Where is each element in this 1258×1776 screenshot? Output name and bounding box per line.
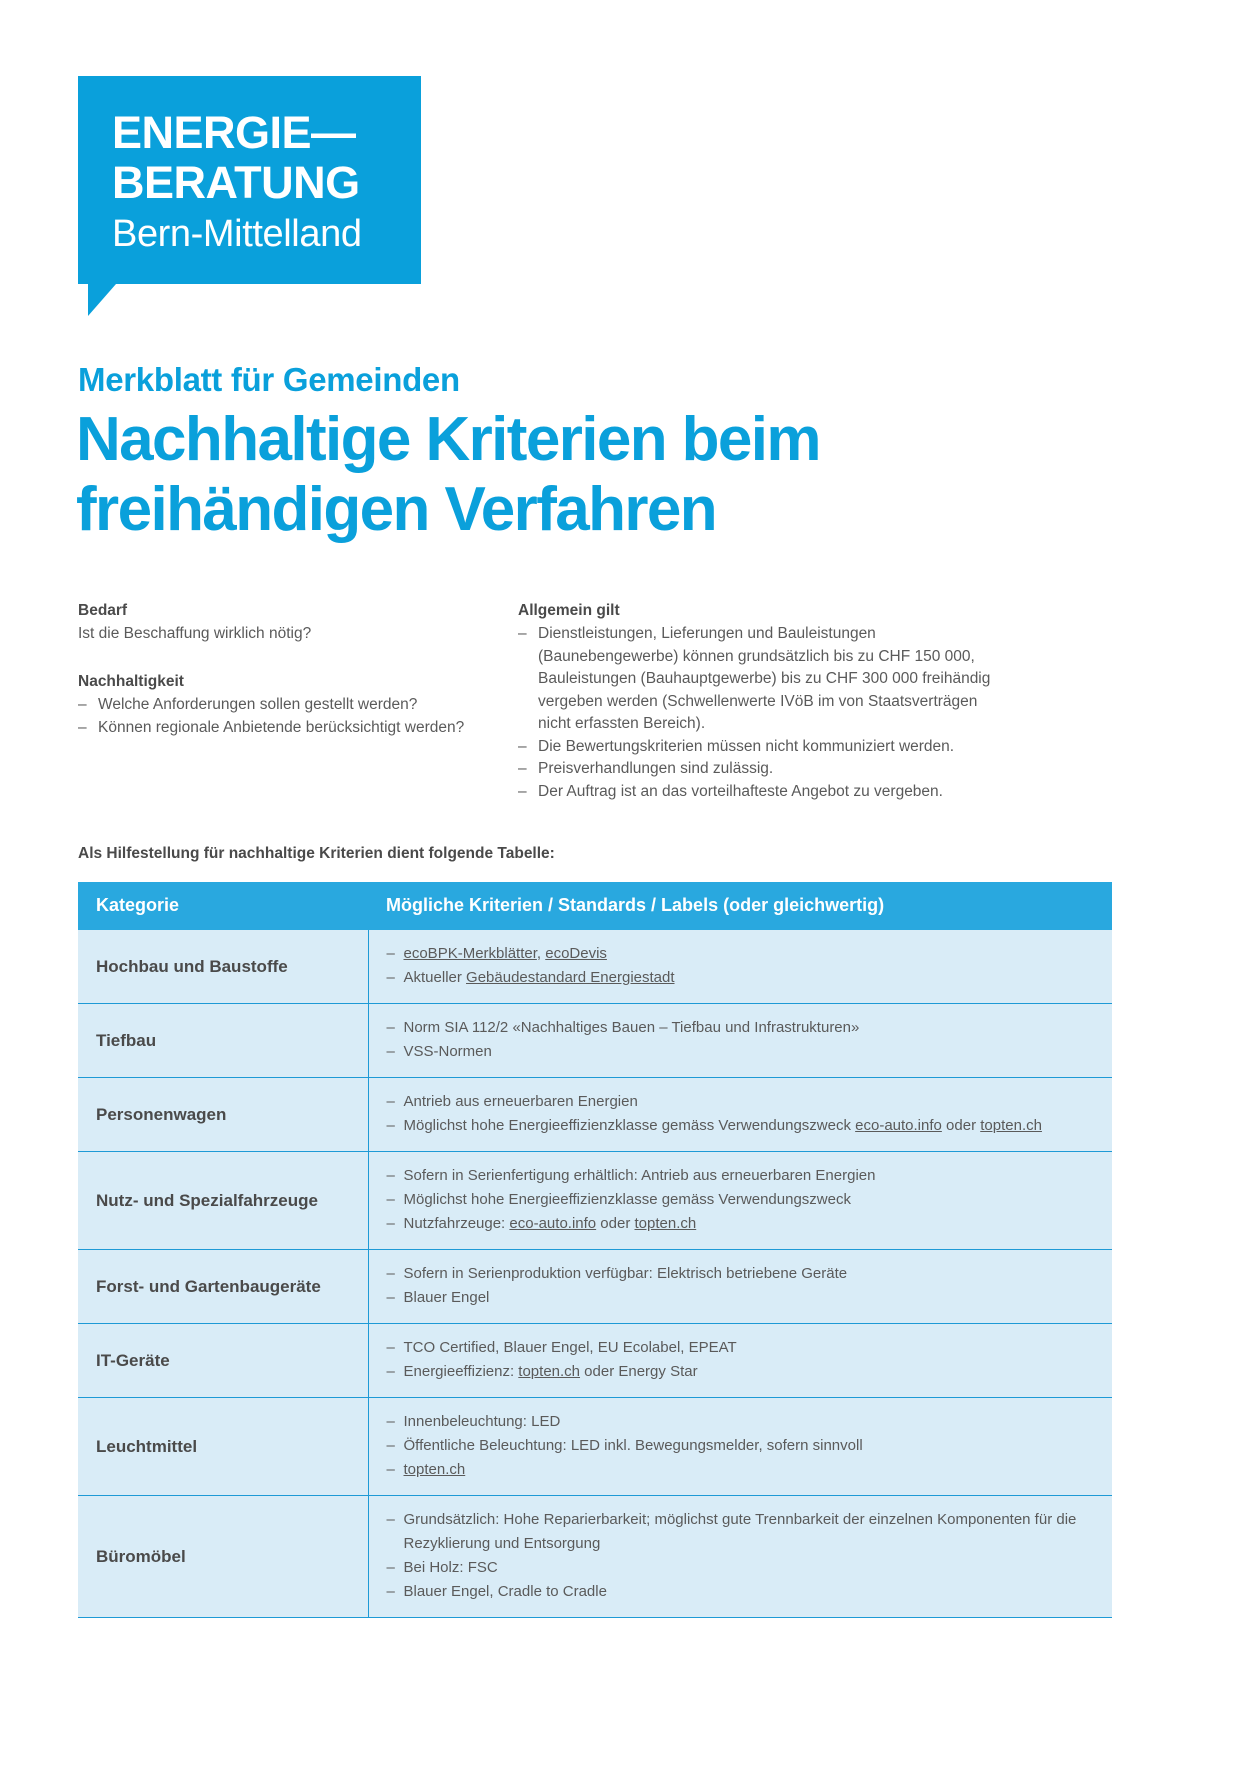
logo-subtitle: Bern-Mittelland xyxy=(112,213,362,255)
list-item: – Der Auftrag ist an das vorteilhafteste Angebot zu vergeben. xyxy=(518,781,998,804)
page-title-line-1: Nachhaltige Kriterien beim xyxy=(76,405,820,474)
table-intro-text: Als Hilfestellung für nachhaltige Kriterien dient folgende Tabelle: xyxy=(78,845,555,862)
criteria-list xyxy=(387,1164,1097,1236)
criteria-link[interactable]: topten.ch xyxy=(980,1117,1042,1134)
table-cell-category: Büromöbel xyxy=(78,1496,368,1618)
list-item: – Öffentliche Beleuchtung: LED inkl. Bewegungsmelder, sofern sinnvoll xyxy=(387,1434,1097,1458)
list-item: – Möglichst hohe Energieeffizienzklasse gemäss Verwendungszweck eco-auto.info oder topten.ch xyxy=(387,1114,1097,1138)
criteria-list xyxy=(387,1508,1097,1604)
criteria-link[interactable]: eco-auto.info xyxy=(509,1215,597,1232)
table-cell-category: IT-Geräte xyxy=(78,1324,368,1398)
table-row xyxy=(78,1004,1112,1078)
list-item: – Preisverhandlungen sind zulässig. xyxy=(518,758,998,781)
table-cell-criteria xyxy=(368,1324,1112,1398)
list-item: – Die Bewertungskriterien müssen nicht kommuniziert werden. xyxy=(518,736,998,759)
list-item: – Welche Anforderungen sollen gestellt werden? xyxy=(78,694,518,717)
table-cell-criteria xyxy=(368,1398,1112,1496)
intro-section xyxy=(78,600,1128,803)
intro-right-column xyxy=(518,600,998,803)
table-cell-criteria xyxy=(368,1152,1112,1250)
criteria-table xyxy=(78,882,1112,1618)
intro-block-heading: Allgemein gilt xyxy=(518,602,620,619)
criteria-link[interactable]: topten.ch xyxy=(403,1461,466,1478)
list-item: – Blauer Engel, Cradle to Cradle xyxy=(387,1580,1097,1604)
criteria-link[interactable]: topten.ch xyxy=(634,1215,697,1232)
list-item: – Norm SIA 112/2 «Nachhaltiges Bauen – Tiefbau und Infrastrukturen» xyxy=(387,1016,1097,1040)
intro-block-heading: Nachhaltigkeit xyxy=(78,673,184,690)
intro-bullet-list xyxy=(78,694,518,739)
criteria-list xyxy=(387,1090,1097,1138)
criteria-list xyxy=(387,1410,1097,1482)
criteria-link[interactable]: Gebäudestandard Energiestadt xyxy=(466,969,675,986)
page-kicker: Merkblatt für Gemeinden xyxy=(78,361,460,398)
table-cell-category: Leuchtmittel xyxy=(78,1398,368,1496)
list-item: – ecoBPK-Merkblätter, ecoDevis xyxy=(387,942,1097,966)
logo-line-2: BERATUNG xyxy=(112,157,360,208)
list-item: – Bei Holz: FSC xyxy=(387,1556,1097,1580)
list-item: – Sofern in Serienproduktion verfügbar: Elektrisch betriebene Geräte xyxy=(387,1262,1097,1286)
table-cell-criteria xyxy=(368,1250,1112,1324)
criteria-list xyxy=(387,1016,1097,1064)
table-body xyxy=(78,930,1112,1618)
table-header-criteria: Mögliche Kriterien / Standards / Labels (oder gleichwertig) xyxy=(368,882,1112,930)
logo-speech-tail-icon xyxy=(88,284,116,316)
list-item: – Innenbeleuchtung: LED xyxy=(387,1410,1097,1434)
table-header-row xyxy=(78,882,1112,930)
table-cell-category: Personenwagen xyxy=(78,1078,368,1152)
table-row xyxy=(78,1398,1112,1496)
list-item: – Grundsätzlich: Hohe Reparierbarkeit; möglichst gute Trennbarkeit der einzelnen Komponenten für die Rezyklierung und Entsorgung xyxy=(387,1508,1097,1556)
page-title-line-2: freihändigen Verfahren xyxy=(76,475,717,544)
list-item: – Sofern in Serienfertigung erhältlich: Antrieb aus erneuerbaren Energien xyxy=(387,1164,1097,1188)
criteria-link[interactable]: ecoBPK-Merkblätter xyxy=(403,945,537,962)
intro-left-column xyxy=(78,600,518,803)
table-row xyxy=(78,930,1112,1004)
list-item: – Dienstleistungen, Lieferungen und Bauleistungen (Baunebengewerbe) können grundsätzlich bis zu CHF 150 000, Bauleistungen (Bauhauptgewerbe) bis zu CHF 300 000 freihändig vergeben werden (Schwellenwerte IVöB im von Staatsverträgen nicht erfassten Bereich). xyxy=(518,623,998,736)
list-item xyxy=(387,1458,1097,1482)
list-item: – VSS-Normen xyxy=(387,1040,1097,1064)
criteria-list xyxy=(387,1336,1097,1384)
table-cell-category: Tiefbau xyxy=(78,1004,368,1078)
intro-block-heading: Bedarf xyxy=(78,602,128,619)
criteria-list xyxy=(387,942,1097,990)
list-item: – Nutzfahrzeuge: eco-auto.info oder topten.ch xyxy=(387,1212,1097,1236)
logo xyxy=(78,76,421,316)
list-item: – TCO Certified, Blauer Engel, EU Ecolabel, EPEAT xyxy=(387,1336,1097,1360)
table-row xyxy=(78,1152,1112,1250)
table-cell-category: Forst- und Gartenbaugeräte xyxy=(78,1250,368,1324)
logo-box xyxy=(78,76,421,284)
criteria-link[interactable]: ecoDevis xyxy=(545,945,607,962)
intro-bullet-list xyxy=(518,623,998,803)
criteria-list xyxy=(387,1262,1097,1310)
list-item: – Antrieb aus erneuerbaren Energien xyxy=(387,1090,1097,1114)
table-cell-category: Nutz- und Spezialfahrzeuge xyxy=(78,1152,368,1250)
table-row xyxy=(78,1324,1112,1398)
table-cell-criteria xyxy=(368,930,1112,1004)
logo-line-1: ENERGIE— xyxy=(112,107,356,158)
list-item: – Können regionale Anbietende berücksichtigt werden? xyxy=(78,717,518,740)
table-header-category: Kategorie xyxy=(78,882,368,930)
table-cell-criteria xyxy=(368,1004,1112,1078)
criteria-link[interactable]: eco-auto.info xyxy=(855,1117,942,1134)
page-title xyxy=(76,405,1076,545)
criteria-link[interactable]: topten.ch xyxy=(518,1363,581,1380)
table-cell-category: Hochbau und Baustoffe xyxy=(78,930,368,1004)
list-item: – Möglichst hohe Energieeffizienzklasse gemäss Verwendungszweck xyxy=(387,1188,1097,1212)
intro-block-nachhaltigkeit xyxy=(78,671,518,739)
intro-block-text: Ist die Beschaffung wirklich nötig? xyxy=(78,625,312,642)
table-head xyxy=(78,882,1112,930)
table-cell-criteria xyxy=(368,1496,1112,1618)
table-row xyxy=(78,1496,1112,1618)
intro-block-bedarf xyxy=(78,600,518,645)
list-item: – Aktueller Gebäudestandard Energiestadt xyxy=(387,966,1097,990)
table-cell-criteria xyxy=(368,1078,1112,1152)
list-item: – Blauer Engel xyxy=(387,1286,1097,1310)
intro-block-allgemein xyxy=(518,600,998,803)
table-row xyxy=(78,1250,1112,1324)
table-row xyxy=(78,1078,1112,1152)
list-item: – Energieeffizienz: topten.ch oder Energy Star xyxy=(387,1360,1097,1384)
